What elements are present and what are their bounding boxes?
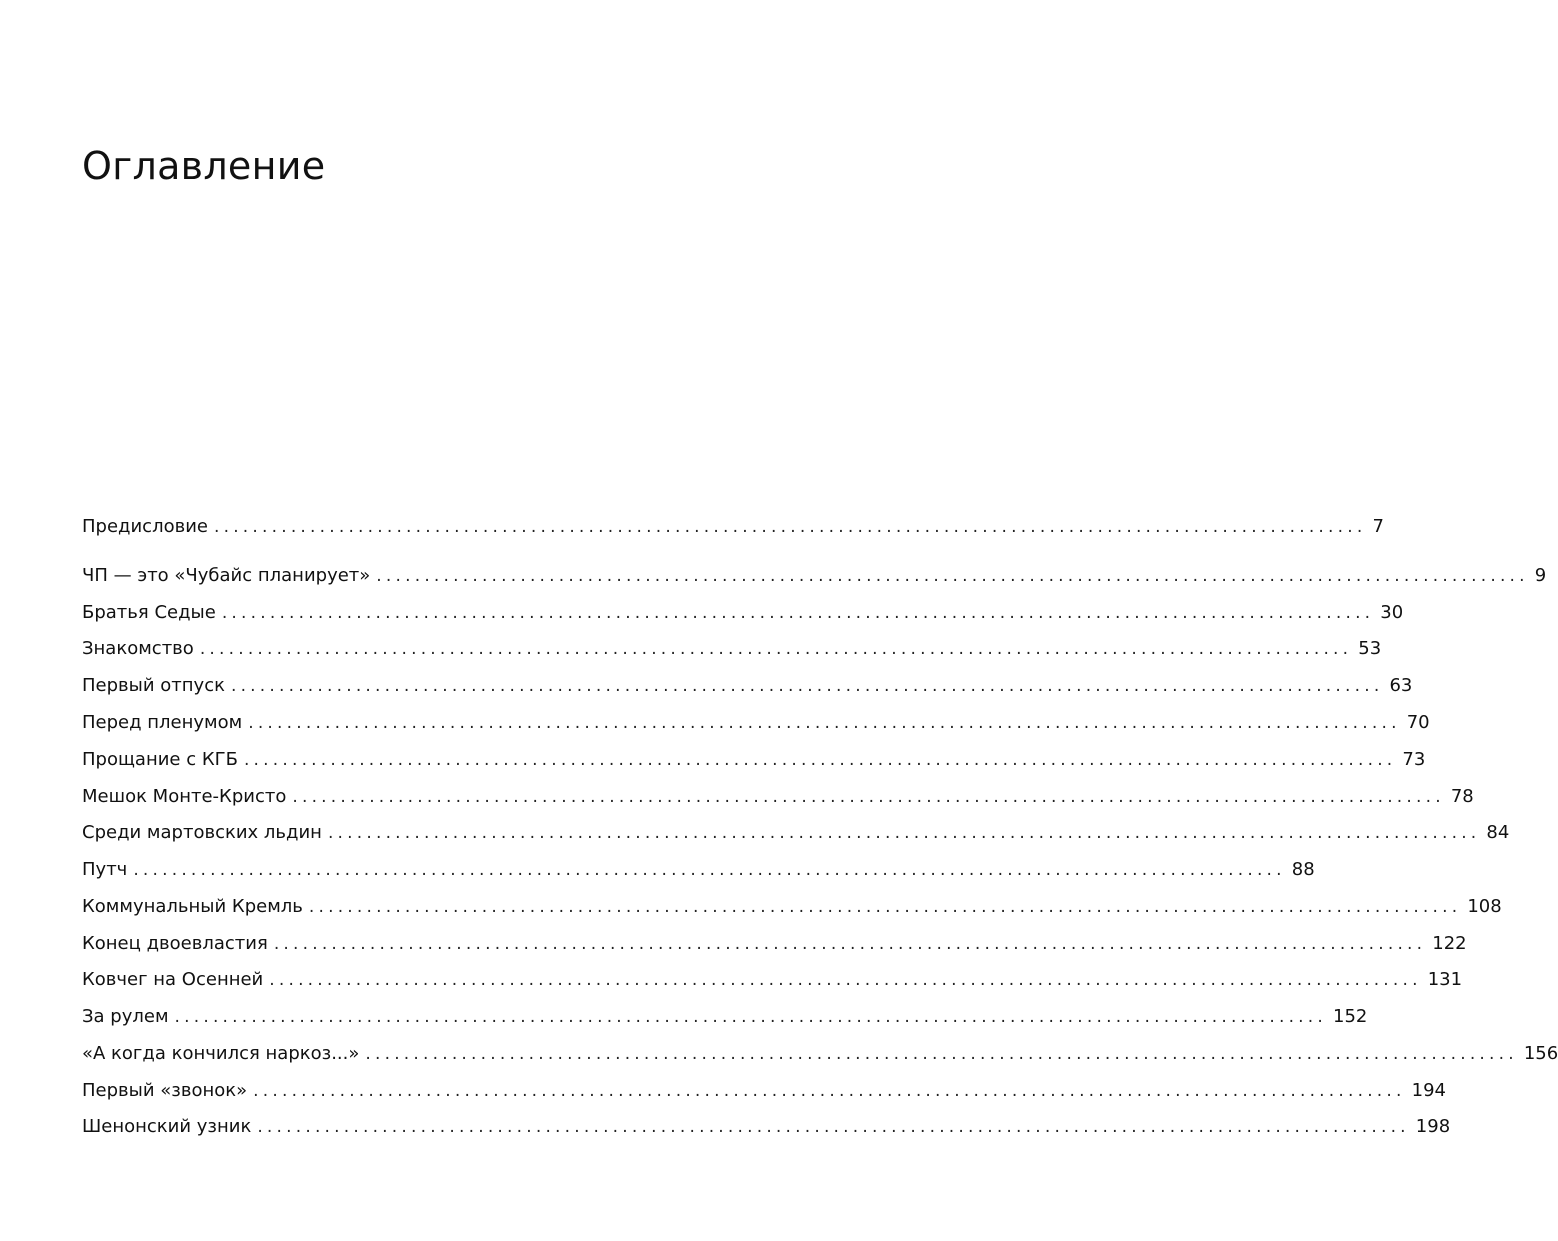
toc-entry[interactable] <box>82 967 1463 993</box>
toc-page-number: 152 <box>1333 1006 1368 1027</box>
toc-dot-leader: ........................................................................................................................ <box>365 1044 1518 1064</box>
toc-entry-title: Знакомство <box>82 638 194 659</box>
toc-dot-leader: ........................................................................................................................ <box>327 823 1481 843</box>
toc-dot-leader: ........................................................................................................................ <box>213 517 1367 537</box>
toc-entry[interactable] <box>82 636 1382 662</box>
toc-page-number: 63 <box>1389 675 1413 696</box>
toc-entry-title: Путч <box>82 859 128 880</box>
toc-dot-leader: ........................................................................................................................ <box>221 603 1375 623</box>
toc-entry[interactable] <box>82 514 1384 540</box>
toc-page-number: 7 <box>1372 516 1384 537</box>
toc-entry[interactable] <box>82 820 1510 846</box>
toc-entry[interactable] <box>82 784 1474 810</box>
toc-dot-leader: ........................................................................................................................ <box>269 970 1422 990</box>
toc-page-number: 30 <box>1380 602 1404 623</box>
toc-entry[interactable] <box>82 1041 1558 1067</box>
toc-page-number: 9 <box>1534 565 1547 586</box>
toc-entry-title: Конец двоевластия <box>82 933 268 954</box>
toc-entry-title: «А когда кончился наркоз...» <box>82 1043 360 1064</box>
toc-entry-title: Братья Седые <box>82 602 216 623</box>
toc-dot-leader: ........................................................................................................................ <box>133 860 1286 880</box>
toc-entry[interactable] <box>82 673 1413 699</box>
toc-page-number: 131 <box>1427 969 1463 990</box>
toc-entry[interactable] <box>82 1004 1368 1030</box>
toc-entry-title: Коммунальный Кремль <box>82 896 303 917</box>
toc-page-number: 194 <box>1411 1080 1446 1101</box>
toc-page-number: 78 <box>1450 786 1474 807</box>
toc-page-number: 88 <box>1291 859 1315 880</box>
toc-page-number: 70 <box>1406 712 1430 733</box>
toc-page-number: 53 <box>1358 638 1382 659</box>
toc-entry-title: Предисловие <box>82 516 208 537</box>
toc-dot-leader: ........................................................................................................................ <box>376 566 1529 586</box>
toc-dot-leader: ........................................................................................................................ <box>243 750 1397 770</box>
toc-dot-leader: ........................................................................................................................ <box>308 897 1462 917</box>
toc-entry-title: Первый отпуск <box>82 675 225 696</box>
toc-entry-title: Шенонский узник <box>82 1116 252 1137</box>
toc-entry[interactable] <box>82 710 1430 736</box>
toc-entry-title: Первый «звонок» <box>82 1080 248 1101</box>
toc-entry-title: За рулем <box>82 1006 169 1027</box>
toc-dot-leader: ........................................................................................................................ <box>199 639 1353 659</box>
toc-entry-title: Прощание с КГБ <box>82 749 238 770</box>
toc-page-number: 73 <box>1402 749 1426 770</box>
toc-entry[interactable] <box>82 600 1404 626</box>
toc-entry-title: Мешок Монте-Кристо <box>82 786 287 807</box>
toc-entry[interactable] <box>82 747 1426 773</box>
toc-entry-title: Ковчег на Осенней <box>82 969 264 990</box>
toc-dot-leader: ........................................................................................................................ <box>292 787 1445 807</box>
toc-dot-leader: ........................................................................................................................ <box>248 713 1401 733</box>
toc-entry[interactable] <box>82 1078 1446 1104</box>
toc-page-number: 198 <box>1415 1116 1451 1137</box>
toc-dot-leader: ........................................................................................................................ <box>253 1081 1406 1101</box>
toc-entry[interactable] <box>82 1114 1451 1140</box>
toc-dot-leader: ........................................................................................................................ <box>257 1117 1410 1137</box>
toc-entry[interactable] <box>82 931 1467 957</box>
toc-entry[interactable] <box>82 894 1502 920</box>
toc-entry-title: Среди мартовских льдин <box>82 822 322 843</box>
toc-entry[interactable] <box>82 857 1315 883</box>
toc-dot-leader: ........................................................................................................................ <box>273 934 1427 954</box>
toc-page-number: 108 <box>1467 896 1502 917</box>
toc-page-number: 122 <box>1432 933 1467 954</box>
page-title: Оглавление <box>82 144 326 188</box>
toc-dot-leader: ........................................................................................................................ <box>230 676 1384 696</box>
toc-entry-title: ЧП — это «Чубайс планирует» <box>82 565 371 586</box>
toc-dot-leader: ........................................................................................................................ <box>174 1007 1327 1027</box>
toc-entry-title: Перед пленумом <box>82 712 243 733</box>
toc-page-number: 84 <box>1486 822 1510 843</box>
toc-page-number: 156 <box>1523 1043 1558 1064</box>
toc-entry[interactable] <box>82 563 1547 589</box>
